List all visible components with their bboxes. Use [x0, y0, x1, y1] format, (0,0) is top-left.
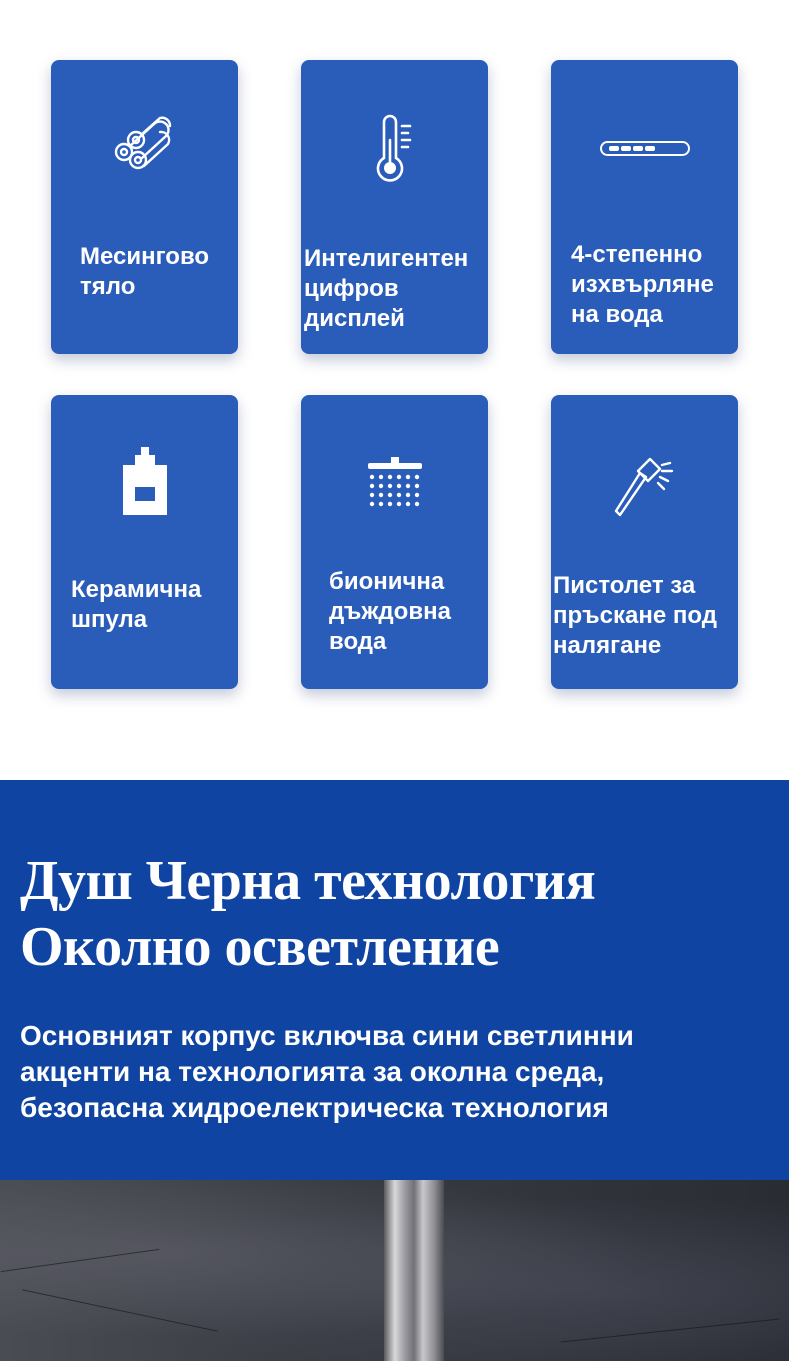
stone-texture-crack: [561, 1319, 780, 1343]
feature-label: Месингово тяло: [80, 243, 210, 300]
spray-gun-icon: [610, 453, 680, 519]
feature-label: бионична дъждовна вода: [329, 568, 451, 655]
rain-shower-head-icon: [364, 457, 426, 513]
feature-card-pressure-spray-gun: [551, 395, 738, 689]
thermometer-icon: [370, 114, 420, 186]
cartridge-icon: [119, 445, 171, 517]
feature-card-4-level-flush: [551, 60, 738, 354]
feature-card-brass-body: [51, 60, 238, 354]
feature-card-bionic-rain: [301, 395, 488, 689]
feature-label: 4-степенно изхвърляне на вода: [571, 241, 714, 328]
feature-card-digital-display: [301, 60, 488, 354]
feature-label: Керамична шпула: [71, 576, 202, 633]
feature-label: Пистолет за пръскане под налягане: [553, 572, 717, 659]
stone-texture-crack: [1, 1249, 160, 1272]
stone-texture-crack: [22, 1289, 218, 1332]
banner-description: Основният корпус включва сини светлинни акценти на технологията за околна среда, безопасна хидроелектрическа технология: [20, 1020, 634, 1123]
feature-card-ceramic-cartridge: [51, 395, 238, 689]
shower-product-photo: [0, 1180, 789, 1361]
brass-pipes-icon: [110, 110, 180, 180]
shower-pipe: [384, 1180, 444, 1361]
water-level-bar-icon: [599, 138, 691, 160]
banner-title: Душ Черна технология Околно осветление: [20, 850, 596, 978]
feature-label: Интелигентен цифров дисплей: [304, 245, 469, 332]
